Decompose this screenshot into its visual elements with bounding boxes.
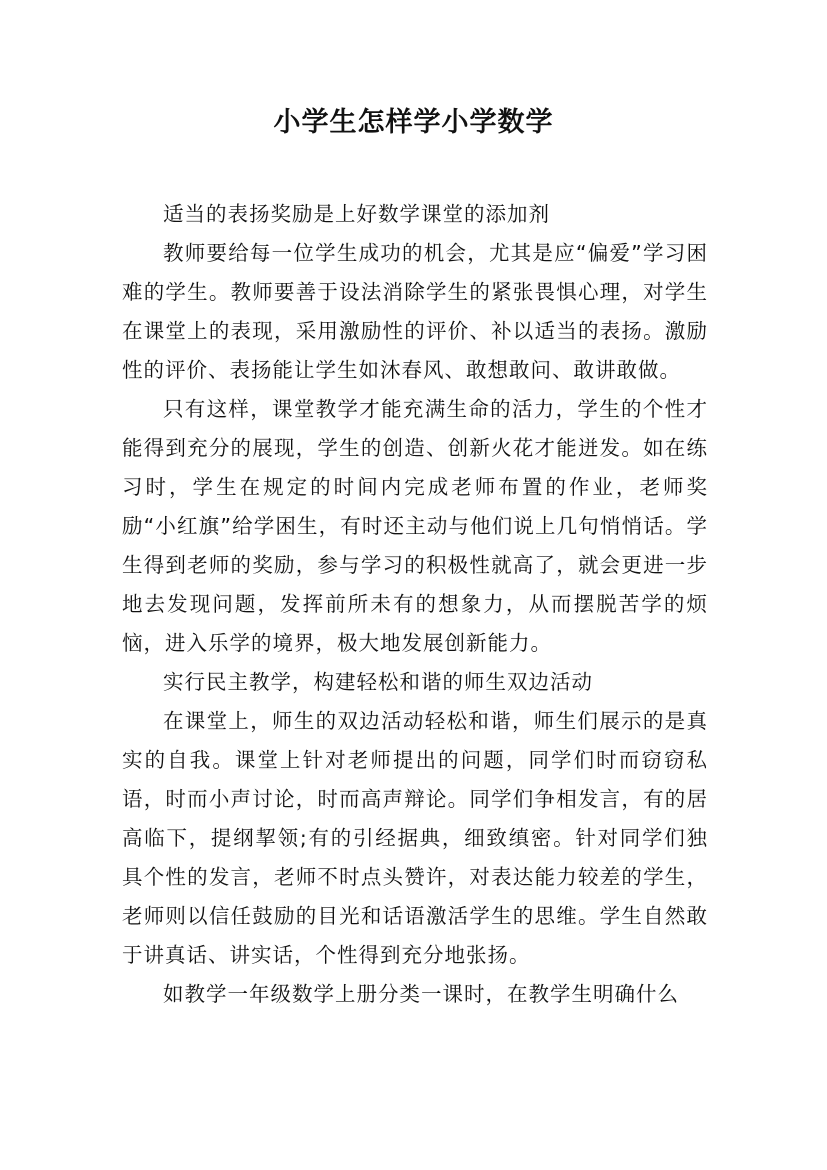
paragraph: 如教学一年级数学上册分类一课时，在教学生明确什么 xyxy=(163,982,679,1006)
page-title: 小学生怎样学小学数学 xyxy=(273,107,554,138)
paragraph: 教师要给每一位学生成功的机会，尤其是应“偏爱”学习困难的学生。教师要善于设法消除学生的紧张畏惧心理，对学生在课堂上的表现，采用激励性的评价、补以适当的表扬。激励性的评价、表扬能让学生如沐春风、敢想敢问、敢讲敢做。 xyxy=(122,241,708,382)
paragraph: 在课堂上，师生的双边活动轻松和谐，师生们展示的是真实的自我。课堂上针对老师提出的问题，同学们时而窃窃私语，时而小声讨论，时而高声辩论。同学们争相发言，有的居高临下，提纲挈领;有的引经据典，细致缜密。针对同学们独具个性的发言，老师不时点头赞许，对表达能力较差的学生，老师则以信任鼓励的目光和话语激活学生的思维。学生自然敢于讲真话、讲实话，个性得到充分地张扬。 xyxy=(122,709,708,967)
paragraph: 只有这样，课堂教学才能充满生命的活力，学生的个性才能得到充分的展现，学生的创造、创新火花才能迸发。如在练习时，学生在规定的时间内完成老师布置的作业，老师奖励“小红旗”给学困生，有时还主动与他们说上几句悄悄话。学生得到老师的奖励，参与学习的积极性就高了，就会更进一步地去发现问题，发挥前所未有的想象力，从而摆脱苦学的烦恼，进入乐学的境界，极大地发展创新能力。 xyxy=(122,397,708,655)
document-body xyxy=(122,195,708,1014)
section-heading: 适当的表扬奖励是上好数学课堂的添加剂 xyxy=(163,202,550,226)
section-heading: 实行民主教学，构建轻松和谐的师生双边活动 xyxy=(163,670,593,694)
